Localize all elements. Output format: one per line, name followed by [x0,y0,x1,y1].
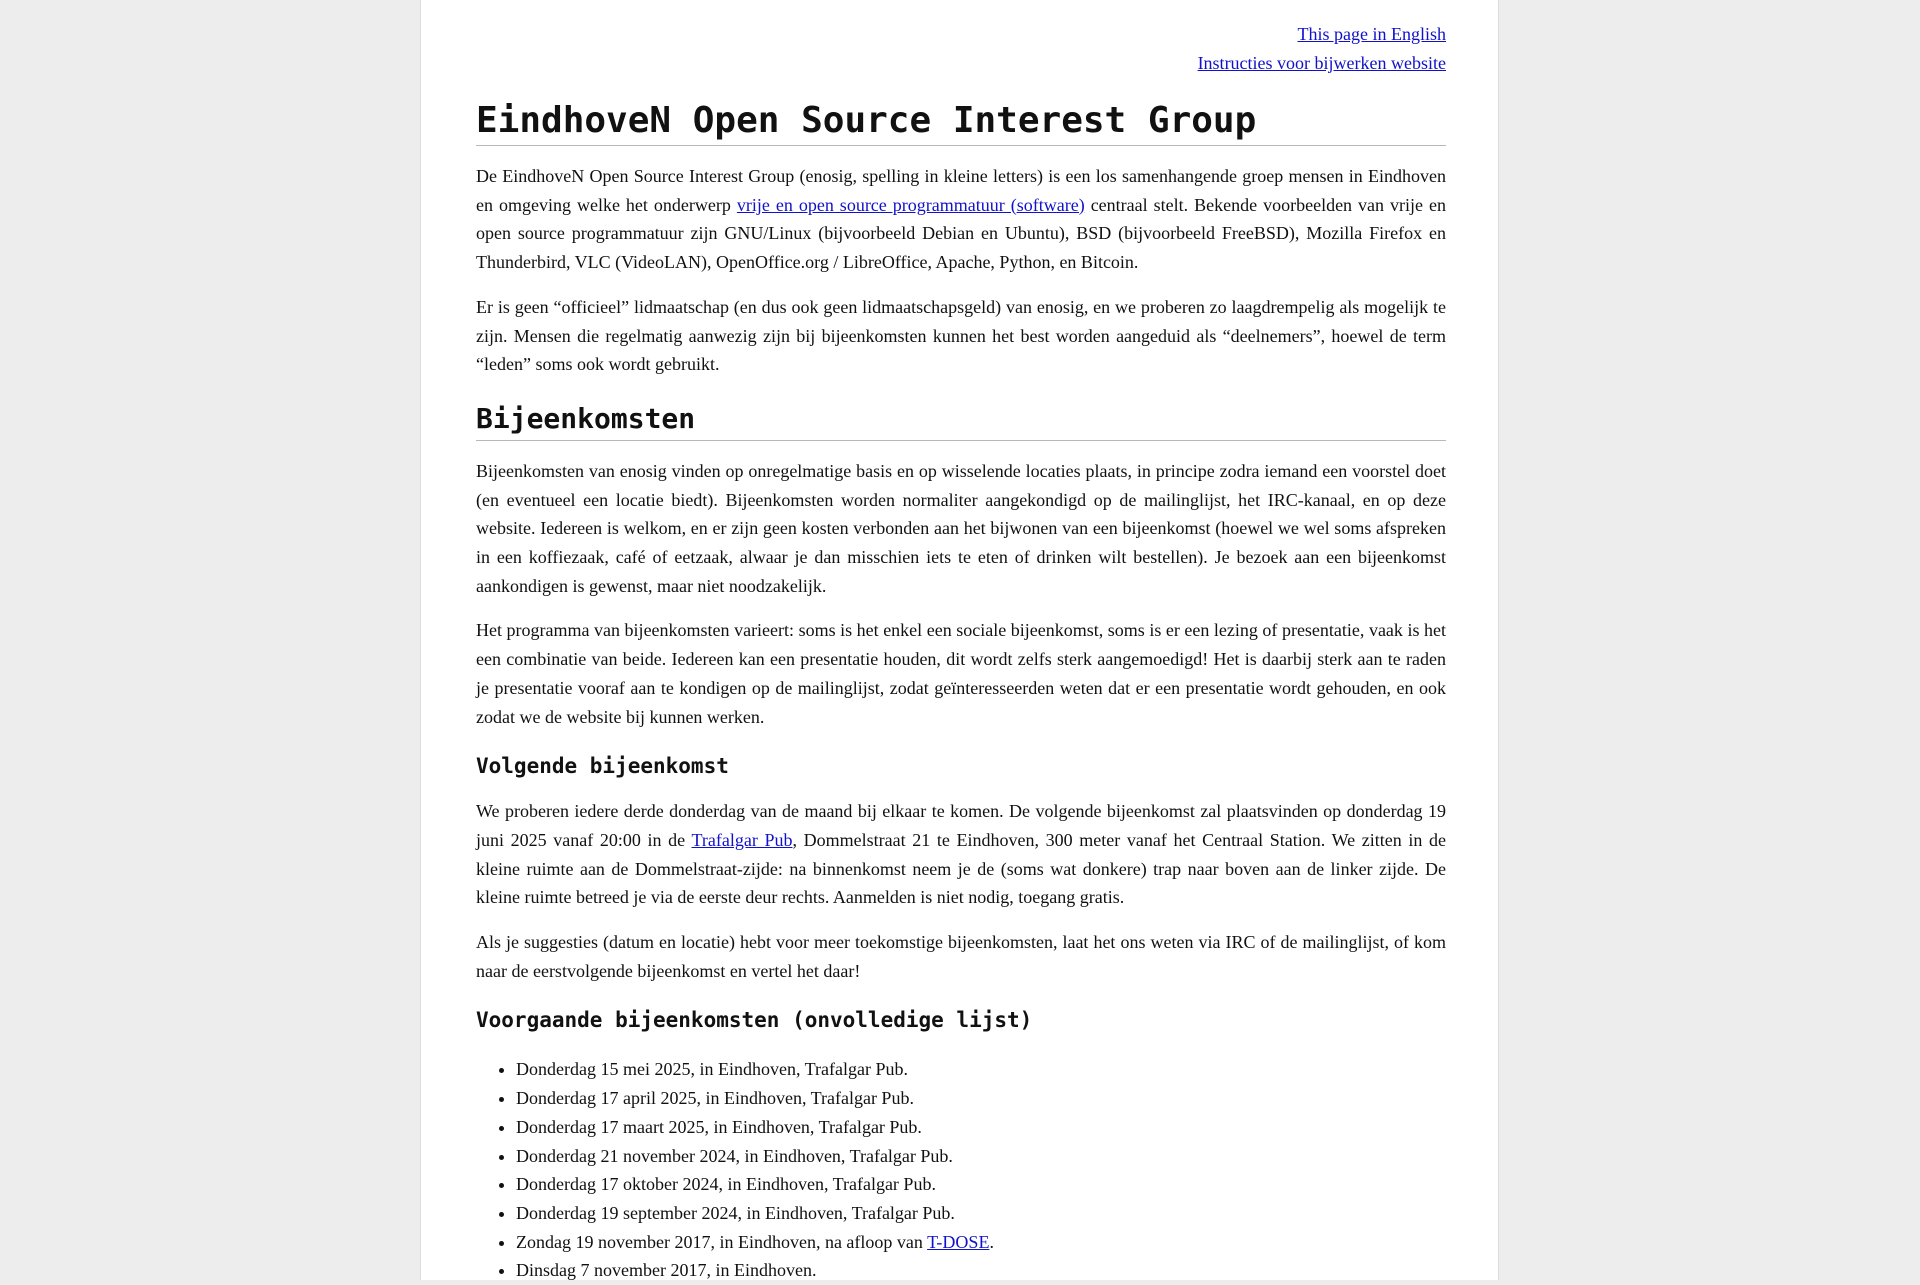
intro-paragraph-1 [476,162,1446,277]
next-meeting-paragraph-2: Als je suggesties (datum en locatie) hebt voor meer toekomstige bijeenkomsten, laat het ons weten via IRC of de mailinglijst, of kom naar de eerstvolgende bijeenkomst en vertel het daar! [476,932,1446,981]
next-text-after: , Dommelstraat 21 te Eindhoven, 300 meter vanaf het Centraal Station. We zitten in de kleine ruimte aan de Dommelstraat-zijde: na binnenkomst neem je de (soms wat donkere) trap naar boven aan de linker zijde. De kleine ruimte betreed je via de eerste deur rechts. Aanmelden is niet nodig, toegang gratis. [476,829,1446,908]
list-item [516,1228,1446,1257]
next-text-before: We proberen iedere derde donderdag van de maand bij elkaar te komen. De volgende bijeenkomst zal plaatsvinden op donderdag 19 juni 2025 vanaf 20:00 in de [476,801,1446,850]
tdose-link[interactable]: T-DOSE [927,1231,990,1252]
content [476,0,1446,1285]
list-item: • Donderdag 19 september 2024, in Eindhoven, Trafalgar Pub. [516,1199,1446,1228]
list-item: • Donderdag 21 november 2024, in Eindhoven, Trafalgar Pub. [516,1142,1446,1171]
english-page-link[interactable]: This page in English [1297,24,1446,44]
meetings-heading: Bijeenkomsten [476,401,1446,441]
free-software-link[interactable]: vrije en open source programmatuur (software) [736,194,1085,215]
intro-paragraph-2: Er is geen “officieel” lidmaatschap (en dus ook geen lidmaatschapsgeld) van enosig, en we proberen zo laagdrempelig als mogelijk te zijn. Mensen die regelmatig aanwezig zijn bij bijeenkomsten kunnen het best worden aangeduid als “deelnemers”, hoewel de term “leden” soms ook wordt gebruikt. [476,296,1446,375]
list-item: • Dinsdag 7 november 2017, in Eindhoven. [516,1256,1446,1285]
top-links [476,0,1446,78]
tdose-text-before: Zondag 19 november 2017, in Eindhoven, na afloop van [516,1231,928,1252]
previous-meetings-list [476,1055,1446,1285]
meetings-paragraph-1: Bijeenkomsten van enosig vinden op onregelmatige basis en op wisselende locaties plaats, in principe zodra iemand een voorstel doet (en eventueel een locatie biedt). Bijeenkomsten worden normaliter aangekondigd op de mailinglijst, het IRC-kanaal, en op deze website. Iedereen is welkom, en er zijn geen kosten verbonden aan het bijwonen van een bijeenkomst (hoewel we wel soms afspreken in een koffiezaak, café of eetzaak, alwaar je dan misschien iets te eten of drinken wilt bestellen). Je bezoek aan een bijeenkomst aankondigen is gewenst, maar niet noodzakelijk. [476,460,1446,596]
tdose-text-after: . [989,1231,994,1252]
list-item: • Donderdag 17 april 2025, in Eindhoven, Trafalgar Pub. [516,1084,1446,1113]
list-item: • Donderdag 15 mei 2025, in Eindhoven, Trafalgar Pub. [516,1055,1446,1084]
meetings-paragraph-2: Het programma van bijeenkomsten varieert: soms is het enkel een sociale bijeenkomst, soms is er een lezing of presentatie, vaak is het een combinatie van beide. Iedereen kan een presentatie houden, dit wordt zelfs sterk aangemoedigd! Het is daarbij sterk aan te raden je presentatie vooraf aan te kondigen op de mailinglijst, zodat geïnteresseerden weten dat er een presentatie wordt gehouden, en ook zodat we de website bij kunnen werken. [476,620,1446,727]
page-title: EindhoveN Open Source Interest Group [476,99,1446,146]
page-panel [420,0,1499,1280]
update-instructions-link[interactable]: Instructies voor bijwerken website [1197,53,1446,73]
intro-text-after: centraal stelt. Bekende voorbeelden van vrije en open source programmatuur zijn GNU/Linux (bijvoorbeeld Debian en Ubuntu), BSD (bijvoorbeeld FreeBSD), Mozilla Firefox en Thunderbird, VLC (VideoLAN), OpenOffice.org / LibreOffice, Apache, Python, en Bitcoin. [476,194,1446,273]
list-item: • Donderdag 17 oktober 2024, in Eindhoven, Trafalgar Pub. [516,1170,1446,1199]
next-meeting-heading: Volgende bijeenkomst [476,754,729,779]
next-meeting-paragraph-1 [476,797,1446,912]
trafalgar-pub-link[interactable]: Trafalgar Pub [691,829,793,850]
intro-text-before: De EindhoveN Open Source Interest Group (enosig, spelling in kleine letters) is een los samenhangende groep mensen in Eindhoven en omgeving welke het onderwerp [476,166,1446,215]
list-item: • Donderdag 17 maart 2025, in Eindhoven, Trafalgar Pub. [516,1113,1446,1142]
previous-meetings-heading: Voorgaande bijeenkomsten (onvolledige lijst) [476,1008,1033,1033]
